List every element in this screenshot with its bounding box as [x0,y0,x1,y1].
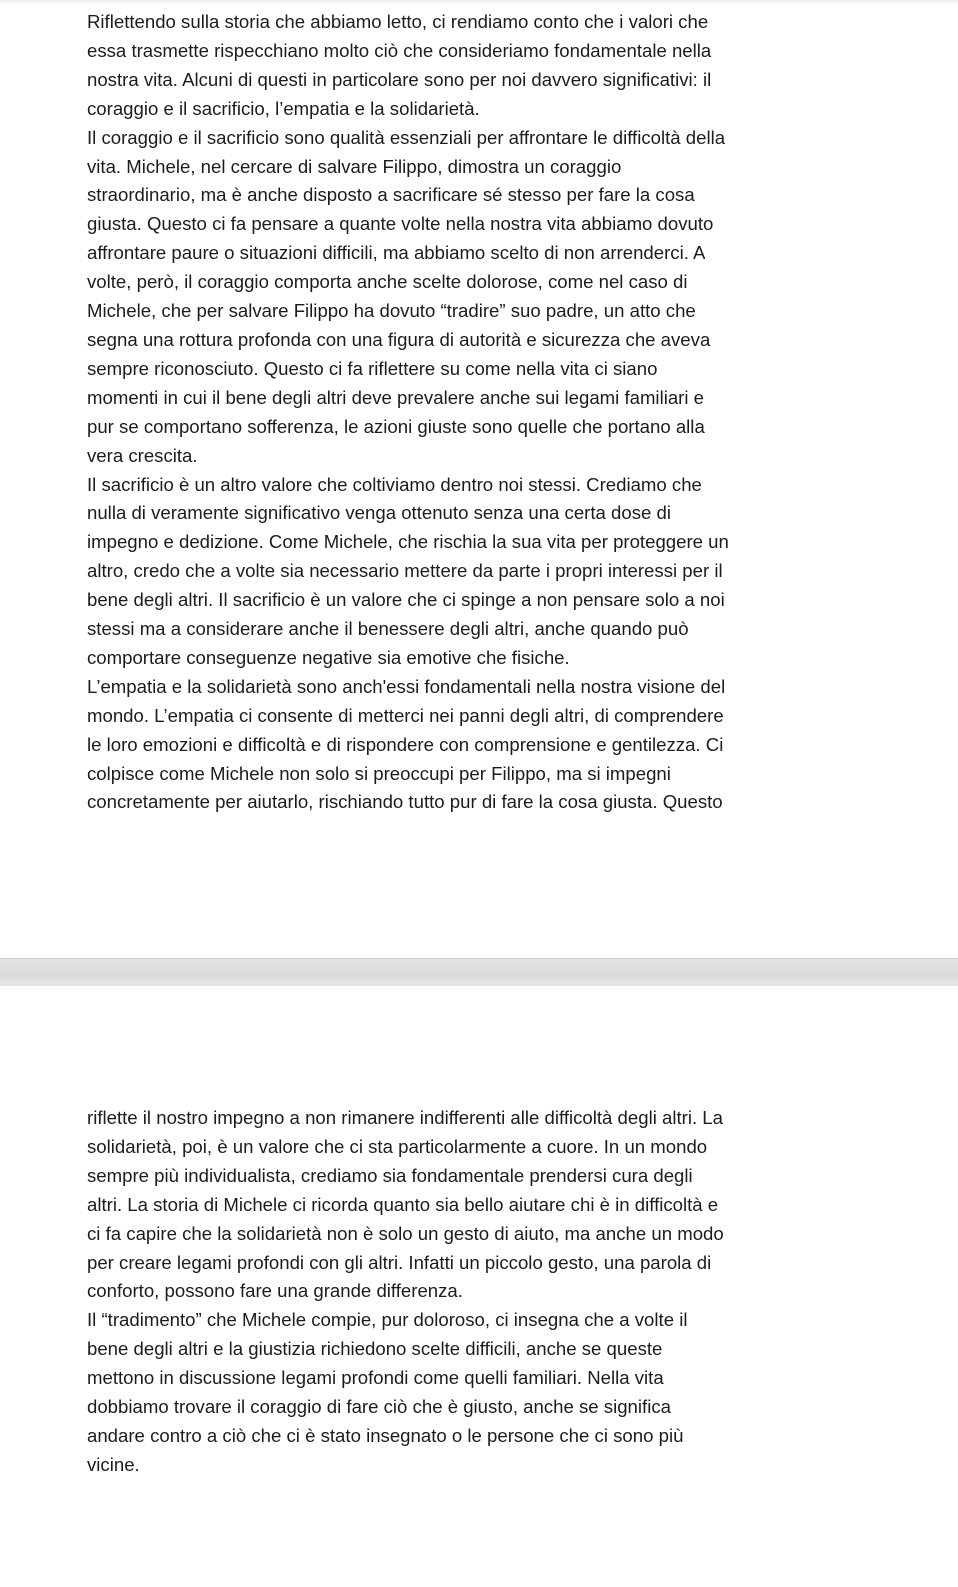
text-line: conforto, possono fare una grande differenza. [87,1280,463,1302]
text-line: dobbiamo trovare il coraggio di fare ciò che è giusto, anche se significa [87,1396,671,1418]
text-line: straordinario, ma è anche disposto a sacrificare sé stesso per fare la cosa [87,184,695,206]
text-line: per creare legami profondi con gli altri. Infatti un piccolo gesto, una parola di [87,1251,712,1273]
text-line: andare contro a ciò che ci è stato insegnato o le persone che ci sono più [87,1424,684,1446]
text-line: momenti in cui il bene degli altri deve prevalere anche sui legami familiari e [87,386,704,408]
text-line: bene degli altri e la giustizia richiedono scelte difficili, anche se queste [87,1338,663,1360]
text-line: ci fa capire che la solidarietà non è solo un gesto di aiuto, ma anche un modo [87,1222,724,1244]
text-line: giusta. Questo ci fa pensare a quante volte nella nostra vita abbiamo dovuto [87,213,714,235]
text-line: sempre più individualista, crediamo sia fondamentale prendersi cura degli [87,1164,693,1186]
text-line: L’empatia e la solidarietà sono anch'essi fondamentali nella nostra visione del [87,675,726,697]
text-line: volte, però, il coraggio comporta anche scelte dolorose, come nel caso di [87,271,688,293]
text-line: riflette il nostro impegno a non rimanere indifferenti alle difficoltà degli altri. La [87,1107,723,1128]
text-line: segna una rottura profonda con una figura di autorità e sicurezza che aveva [87,328,711,350]
text-line: nostra vita. Alcuni di questi in particolare sono per noi davvero significativi: il [87,68,712,90]
text-line: altro, credo che a volte sia necessario mettere da parte i propri interessi per il [87,560,723,582]
text-line: altri. La storia di Michele ci ricorda quanto sia bello aiutare chi è in difficoltà e [87,1193,719,1215]
text-line: sempre riconosciuto. Questo ci fa riflettere su come nella vita ci siano [87,357,658,379]
text-line: nulla di veramente significativo venga ottenuto senza una certa dose di [87,502,672,524]
text-line: Il “tradimento” che Michele compie, pur doloroso, ci insegna che a volte il [87,1309,688,1331]
text-line: Michele, che per salvare Filippo ha dovuto “tradire” suo padre, un atto che [87,300,696,322]
text-line: comportare conseguenze negative sia emotive che fisiche. [87,646,570,668]
page-separator [0,958,958,987]
text-line: Il coraggio e il sacrificio sono qualità essenziali per affrontare le difficoltà della [87,126,726,148]
text-line: Il sacrificio è un altro valore che coltiviamo dentro noi stessi. Crediamo che [87,473,702,495]
text-line: pur se comportano sofferenza, le azioni giuste sono quelle che portano alla [87,415,705,437]
document-page-2 [0,986,958,1587]
text-line: coraggio e il sacrificio, l’empatia e la solidarietà. [87,97,480,119]
text-line: vita. Michele, nel cercare di salvare Filippo, dimostra un coraggio [87,155,622,177]
text-line: concretamente per aiutarlo, rischiando tutto pur di fare la cosa giusta. Questo [87,791,723,813]
page-2-body-text [87,1104,847,1480]
text-line: mondo. L’empatia ci consente di metterci nei panni degli altri, di comprendere [87,704,724,726]
text-line: mettono in discussione legami profondi come quelli familiari. Nella vita [87,1367,664,1389]
text-line: Riflettendo sulla storia che abbiamo letto, ci rendiamo conto che i valori che [87,11,709,32]
text-line: affrontare paure o situazioni difficili, ma abbiamo scelto di non arrenderci. A [87,242,706,264]
text-line: impegno e dedizione. Come Michele, che rischia la sua vita per proteggere un [87,531,729,553]
text-line: solidarietà, poi, è un valore che ci sta particolarmente a cuore. In un mondo [87,1135,708,1157]
text-line: le loro emozioni e difficoltà e di rispondere con comprensione e gentilezza. Ci [87,733,724,755]
text-line: vicine. [87,1453,140,1475]
text-line: stessi ma a considerare anche il benessere degli altri, anche quando può [87,618,689,640]
text-line: essa trasmette rispecchiano molto ciò che consideriamo fondamentale nella [87,39,712,61]
text-line: vera crescita. [87,444,198,466]
page-1-body-text [87,8,847,817]
text-line: bene degli altri. Il sacrificio è un valore che ci spinge a non pensare solo a noi [87,589,725,611]
text-line: colpisce come Michele non solo si preoccupi per Filippo, ma si impegni [87,762,671,784]
